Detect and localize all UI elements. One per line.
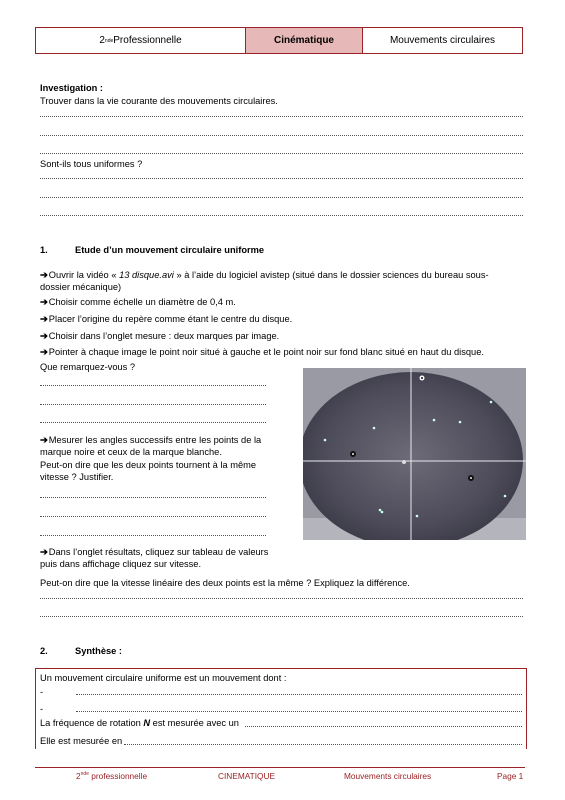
synthesis-unit: Elle est mesurée en [40,736,123,746]
arrow-right-icon: ➔ [40,547,48,557]
investigation-title: Investigation : [40,83,104,93]
frequency-symbol: N [143,718,151,728]
section1-number: 1. [40,245,48,255]
footer-page-number: Page 1 [497,771,524,781]
step-open-video [40,269,489,281]
answer-line [40,153,523,154]
header-topic: Mouvements circulaires [389,35,496,46]
answer-line [40,178,523,179]
section2-title: Synthèse : [75,646,123,656]
synthesis-bullet: - [40,704,44,714]
section1-title: Etude d’un mouvement circulaire uniforme [75,245,265,255]
step-open-video-end: dossier mécanique) [40,282,122,292]
answer-line [40,215,523,216]
step-origin [40,313,292,325]
answer-line [245,726,522,727]
header-level-sup: nde [104,37,114,44]
footer-level-sup: nde [80,771,89,778]
step-results-text: Dans l’onglet résultats, cliquez sur tableau de valeurs [48,547,269,557]
rotating-disc-image [303,368,526,540]
step-point [40,346,484,358]
step-results [40,546,268,558]
footer-level-text: professionnelle [88,771,148,781]
header-level-number: 2 [99,35,105,46]
arrow-right-icon: ➔ [40,347,48,357]
answer-line [40,516,266,517]
header-table [35,27,523,54]
question-speed-cont: vitesse ? Justifier. [40,472,114,482]
question-linear-speed: Peut-on dire que la vitesse linéaire des deux points est la même ? Expliquez la différence. [40,578,410,588]
section2-number: 2. [40,646,48,656]
answer-line [40,197,523,198]
investigation-question: Sont-ils tous uniformes ? [40,159,143,169]
question-observe: Que remarquez-vous ? [40,362,136,372]
answer-line [40,404,266,405]
step-angles [40,434,261,446]
answer-line [40,497,266,498]
step-open-video-text: Ouvrir la vidéo « [48,270,120,280]
header-level-text: Professionnelle [113,35,182,46]
header-subject: Cinématique [246,28,363,53]
synthesis-bullet: - [40,687,44,697]
answer-line [40,385,266,386]
footer-topic: Mouvements circulaires [344,771,432,781]
footer-subject: CINEMATIQUE [218,771,276,781]
step-scale-text: Choisir comme échelle un diamètre de 0,4 m. [48,297,236,307]
step-scale [40,296,236,308]
video-filename: 13 disque.avi [119,270,174,280]
footer-level-number: 2 [76,771,81,781]
answer-line [76,711,522,712]
header-level [36,28,246,53]
answer-line [40,116,523,117]
disc-video-frame [303,368,526,540]
arrow-right-icon: ➔ [40,331,48,341]
question-speed: Peut-on dire que les deux points tournent à la même [40,460,257,470]
step-angles-cont: marque noire et ceux de la marque blanche. [40,447,222,457]
step-angles-text: Mesurer les angles successifs entre les points de la [48,435,262,445]
step-origin-text: Placer l’origine du repère comme étant le centre du disque. [48,314,293,324]
footer-rule [35,767,525,768]
synthesis-frequency-text: La fréquence de rotation [40,718,144,728]
step-measure-text: Choisir dans l’onglet mesure : deux marques par image. [48,331,280,341]
arrow-right-icon: ➔ [40,435,48,445]
arrow-right-icon: ➔ [40,297,48,307]
synthesis-frequency-text-cont: est mesurée avec un [150,718,239,728]
arrow-right-icon: ➔ [40,314,48,324]
answer-line [40,598,523,599]
answer-line [40,135,523,136]
synthesis-definition: Un mouvement circulaire uniforme est un mouvement dont : [40,673,287,683]
investigation-prompt: Trouver dans la vie courante des mouvements circulaires. [40,96,278,106]
answer-line [124,744,522,745]
answer-line [40,535,266,536]
arrow-right-icon: ➔ [40,270,48,280]
step-open-video-text-cont: » à l’aide du logiciel avistep (situé dans le dossier sciences du bureau sous- [173,270,489,280]
step-results-cont: puis dans affichage cliquez sur vitesse. [40,559,202,569]
step-point-text: Pointer à chaque image le point noir situé à gauche et le point noir sur fond blanc situé en haut du disque. [48,347,484,357]
answer-line [76,694,522,695]
footer-level [76,771,147,781]
step-measure [40,330,279,342]
answer-line [40,422,266,423]
answer-line [40,616,523,617]
synthesis-frequency [40,717,239,729]
